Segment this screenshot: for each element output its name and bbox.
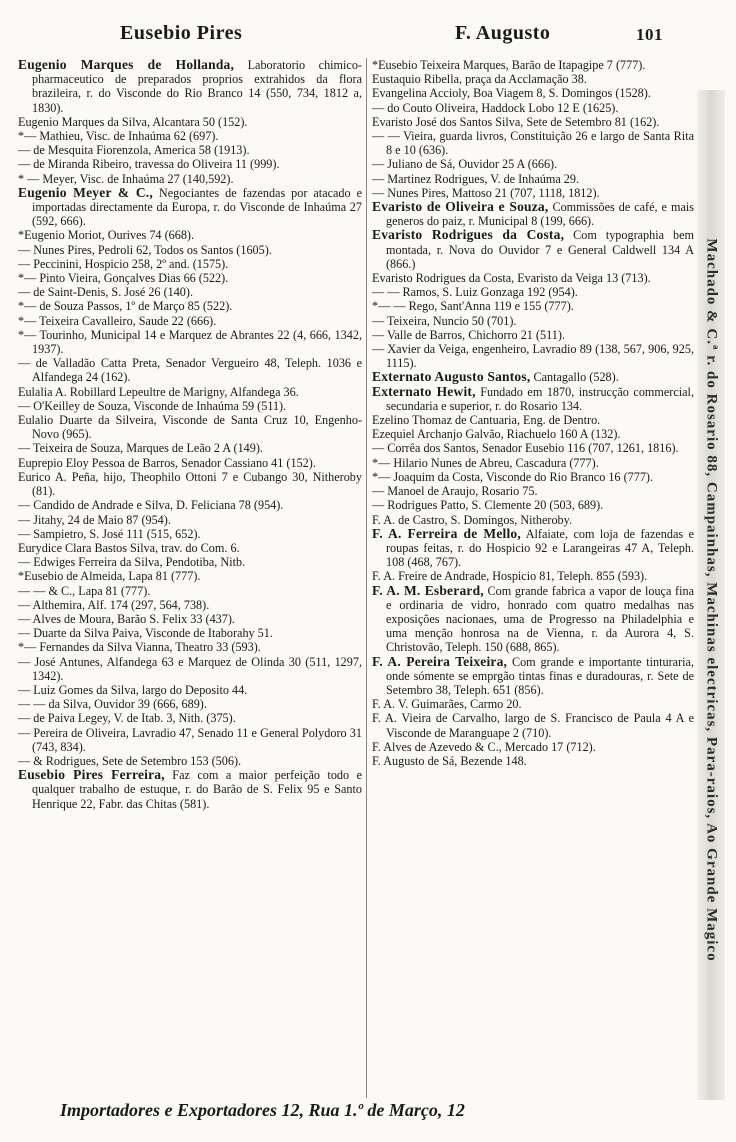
entry-body: Eurydice Clara Bastos Silva, trav. do Com. 6. [18,540,240,555]
directory-entry [372,271,694,285]
entry-body: Fundado em 1870, instrucção commercial, secundaria e superior, r. do Rosario 134. [386,384,694,413]
side-banner-text: Machado & C.ª r. do Rosario 88, Campainhas, Machinas electricas, Para-raios, Ao Grande Magico [703,238,720,962]
entry-body: — Duarte da Silva Paiva, Visconde de Itaborahy 51. [18,626,273,641]
entry-body: *— Teixeira Cavalleiro, Saude 22 (666). [18,313,217,328]
directory-entry [18,470,362,498]
entry-body: — — Vieira, guarda livros, Constituição 26 e largo de Santa Rita 8 e 10 (636). [372,129,694,158]
directory-entry [18,356,362,384]
directory-entry [18,711,362,725]
entry-body: — de Paiva Legey, V. de Itab. 3, Nith. (375). [18,711,236,726]
entry-body: *— Tourinho, Municipal 14 e Marquez de Abrantes 22 (4, 666, 1342, 1937). [18,327,362,357]
directory-entry [18,385,362,399]
entry-body: Evaristo Rodrigues da Costa, Evaristo da Veiga 13 (713). [372,271,651,286]
directory-entry [18,513,362,527]
page-number: 101 [636,25,663,44]
directory-entry [372,427,694,441]
entry-body: Eulalia A. Robillard Lepeultre de Marigny, Alfandega 36. [18,384,299,399]
entry-body: Com grande e importante tinturaria, onde sómente se emprgão tintas finas e duradouras, r. Sete de Setembro 38, Teleph. 651 (856). [386,654,694,697]
directory-entry [18,584,362,598]
directory-entry [372,186,694,200]
entry-body: F. A. Vieira de Carvalho, largo de S. Francisco de Paula 4 A e Visconde de Maranguape 2 (710). [372,711,694,740]
entry-name: Eugenio Marques de Hollanda, [18,58,235,72]
entry-body: — Xavier da Veiga, engenheiro, Lavradio 89 (138, 567, 906, 925, 1115). [372,342,694,371]
entry-body: — Alves de Moura, Barão S. Felix 33 (437). [18,611,235,626]
entry-name: F. A. M. Esberard, [372,582,484,598]
directory-entry [372,328,694,342]
entry-body: Faz com a maior perfeição todo e qualquer trabalho de estuque, r. do Barão de S. Felix 95 e Santo Henrique 22, Fabr. das Chitas (581). [32,768,362,811]
directory-entry [18,498,362,512]
entry-body: *Eugenio Moriot, Ourives 74 (668). [18,228,195,243]
directory-entry [18,555,362,569]
directory-entry [18,314,362,328]
entry-body: Commissões de café, e mais generos do paiz, r. Municipal 8 (199, 666). [386,200,694,229]
directory-entry [372,754,694,768]
entry-body: Euprepio Eloy Pessoa de Barros, Senador Cassiano 41 (152). [18,455,316,470]
directory-entry [18,441,362,455]
directory-entry [18,726,362,754]
entry-name: F. A. Ferreira de Mello, [372,525,521,541]
directory-entry [372,711,694,739]
directory-entry [372,370,694,384]
directory-entry [18,527,362,541]
entry-body: — Peccinini, Hospicio 258, 2º and. (1575). [18,256,229,271]
entry-body: — Pereira de Oliveira, Lavradio 47, Senado 11 e General Polydoro 31 (743, 834). [18,725,362,754]
left-column [18,58,362,1098]
entry-body: — Rodrigues Patto, S. Clemente 20 (503, 689). [372,498,604,513]
entry-name: Eugenio Meyer & C., [18,184,153,200]
directory-entry [372,157,694,171]
entry-body: F. A. de Castro, S. Domingos, Nitheroby. [372,512,573,527]
entry-body: Eugenio Marques da Silva, Alcantara 50 (152). [18,114,248,129]
entry-name: Evaristo de Oliveira e Souza, [372,199,549,215]
entry-name: F. A. Pereira Teixeira, [372,653,508,669]
entry-body: Alfaiate, com loja de fazendas e roupas feitas, r. do Hospicio 92 e Larangeiras 47 A, Teleph. 108 (468, 767). [386,526,694,570]
directory-entry [372,314,694,328]
entry-body: Ezequiel Archanjo Galvão, Riachuelo 160 A (132). [372,427,621,442]
entry-name: Externato Augusto Santos, [372,369,531,385]
entry-name: Externato Hewit, [372,383,476,399]
entry-body: F. A. V. Guimarães, Carmo 20. [372,697,522,712]
directory-entry [18,172,362,186]
directory-entry [372,86,694,100]
directory-entry [18,58,362,115]
directory-entry [18,683,362,697]
directory-entry [372,498,694,512]
entry-body: — Valle de Barros, Chichorro 21 (511). [372,327,565,342]
entry-body: *— — Rego, Sant'Anna 119 e 155 (777). [372,299,574,314]
entry-name: Eusebio Pires Ferreira, [18,767,165,783]
entry-body: — Corrêa dos Santos, Senador Eusebio 116 (707, 1261, 1816). [372,441,679,456]
entry-body: *— de Souza Passos, 1º de Março 85 (522). [18,299,233,314]
entry-body: — Nunes Pires, Mattoso 21 (707, 1118, 1812). [372,185,600,200]
header-left-name: Eusebio Pires [120,22,243,44]
directory-entry [372,470,694,484]
entry-body: — & Rodrigues, Sete de Setembro 153 (506). [18,753,242,768]
directory-entry [18,228,362,242]
entry-body: — Manoel de Araujo, Rosario 75. [372,484,538,499]
entry-body: — do Couto Oliveira, Haddock Lobo 12 E (1625). [372,100,619,115]
directory-entry [18,569,362,583]
entry-body: F. Augusto de Sá, Bezende 148. [372,753,527,768]
entry-body: — de Saint-Denis, S. José 26 (140). [18,285,194,300]
directory-entry [18,157,362,171]
entry-body: — Sampietro, S. José 111 (515, 652). [18,526,201,541]
directory-entry [18,640,362,654]
entry-body: — — & C., Lapa 81 (777). [18,583,151,598]
entry-body: Com grande fabrica a vapor de louça fina e ordinaria de vidro, honrado com quatro medalhas nas exposições nacionaes, uma de Progresso na Philadelphia e uma menção honrosa na de Vienna, r. da Aurora 4, S. Christovão, Teleph. 150 (688, 865). [386,583,694,655]
directory-entry [372,172,694,186]
entry-body: Eulalio Duarte da Silveira, Visconde de Santa Cruz 10, Engenho-Novo (965). [18,413,362,442]
directory-entry [372,456,694,470]
directory-entry [18,328,362,356]
entry-body: — de Miranda Ribeiro, travessa do Oliveira 11 (999). [18,157,280,172]
directory-entry [18,285,362,299]
entry-body: *Eusebio Teixeira Marques, Barão de Itapagipe 7 (777). [372,58,646,72]
entry-body: — de Mesquita Fiorenzola, America 58 (1913). [18,143,250,158]
directory-entry [372,58,694,72]
directory-entry [372,513,694,527]
entry-body: F. Alves de Azevedo & C., Mercado 17 (712). [372,739,596,754]
directory-entry [372,200,694,228]
directory-entry [18,768,362,811]
directory-entry [372,285,694,299]
entry-body: — Nunes Pires, Pedroli 62, Todos os Santos (1605). [18,242,272,257]
directory-entry [18,271,362,285]
directory-entry [18,612,362,626]
directory-entry [18,697,362,711]
footer-advert: Importadores e Exportadores 12, Rua 1.º de Março, 12 [60,1100,465,1120]
directory-entry [18,299,362,313]
directory-entry [18,129,362,143]
entry-body: — Martinez Rodrigues, V. de Inhaúma 29. [372,171,580,186]
directory-entry [18,541,362,555]
right-column [372,58,694,1098]
entry-body: — O'Keilley de Souza, Visconde de Inhaúma 59 (511). [18,398,287,413]
entry-body: — — da Silva, Ouvidor 39 (666, 689). [18,697,207,712]
entry-body: — Luiz Gomes da Silva, largo do Deposito 44. [18,682,248,697]
directory-entry [372,342,694,370]
entry-body: *— Hilario Nunes de Abreu, Cascadura (777). [372,455,599,470]
entry-body: — Althemira, Alf. 174 (297, 564, 738). [18,597,210,612]
entry-body: Evangelina Accioly, Boa Viagem 8, S. Domingos (1528). [372,86,651,101]
directory-entry [18,115,362,129]
entry-body: Laboratorio chimico-pharmaceutico de preparados proprios extrahidos da flora brazileira, r. do Visconde do Rio Branco 14 (550, 734, 1812 a, 1830). [32,58,362,115]
entry-body: Com typographia bem montada, r. Nova do Ouvidor 7 e General Caldwell 134 A (866.) [386,228,694,271]
directory-entry [18,257,362,271]
directory-entry [18,399,362,413]
entry-body: *— Fernandes da Silva Vianna, Theatro 33 (593). [18,640,261,655]
directory-entry [372,228,694,271]
directory-entry [18,186,362,229]
directory-entry [372,115,694,129]
entry-name: Evaristo Rodrigues da Costa, [372,227,565,243]
directory-entry [18,413,362,441]
directory-entry [372,101,694,115]
entry-body: — Jitahy, 24 de Maio 87 (954). [18,512,171,527]
entry-body: — Teixeira, Nuncio 50 (701). [372,313,517,328]
entry-body: — Teixeira de Souza, Marques de Leão 2 A (149). [18,441,263,456]
directory-entry [372,740,694,754]
entry-body: F. A. Freire de Andrade, Hospicio 81, Teleph. 855 (593). [372,569,648,584]
entry-body: *Eusebio de Almeida, Lapa 81 (777). [18,569,201,584]
directory-entry [372,527,694,570]
entry-body: * — Meyer, Visc. de Inhaúma 27 (140,592). [18,171,234,186]
directory-entry [372,441,694,455]
entry-body: Eustaquio Ribella, praça da Acclamação 38. [372,72,587,87]
directory-entry [18,655,362,683]
entry-body: — Edwiges Ferreira da Silva, Pendotiba, Nitb. [18,555,246,570]
directory-entry [18,456,362,470]
entry-body: Evaristo José dos Santos Silva, Sete de Setembro 81 (162). [372,114,660,129]
entry-body: *— Joaquim da Costa, Visconde do Rio Branco 16 (777). [372,469,654,484]
directory-entry [372,299,694,313]
entry-body: — Juliano de Sá, Ouvidor 25 A (666). [372,157,558,172]
directory-entry [18,626,362,640]
directory-entry [372,385,694,413]
entry-body: *— Mathieu, Visc. de Inhaúma 62 (697). [18,129,219,144]
entry-body: — José Antunes, Alfandega 63 e Marquez de Olinda 30 (511, 1297, 1342). [18,654,362,683]
entry-body: — de Valladão Catta Preta, Senador Vergueiro 48, Teleph. 1036 e Alfandega 24 (162). [18,356,362,385]
entry-body: Cantagallo (528). [530,370,619,385]
directory-entry [18,754,362,768]
directory-entry [372,569,694,583]
directory-entry [372,584,694,655]
directory-entry [372,129,694,157]
entry-body: *— Pinto Vieira, Gonçalves Dias 66 (522). [18,271,229,286]
directory-entry [372,484,694,498]
directory-entry [372,72,694,86]
directory-entry [372,697,694,711]
directory-entry [18,598,362,612]
directory-entry [18,243,362,257]
entry-body: Negociantes de fazendas por atacado e importadas directamente da Europa, r. do Visconde de Inhaúma 27 (592, 666). [32,185,362,229]
column-divider [366,58,367,1098]
directory-entry [18,143,362,157]
entry-body: — Candido de Andrade e Silva, D. Feliciana 78 (954). [18,498,284,513]
directory-entry [372,655,694,698]
entry-body: Ezelino Thomaz de Cantuaria, Eng. de Dentro. [372,413,601,428]
entry-body: Eurico A. Peña, hijo, Theophilo Ottoni 7 e Cubango 30, Nitheroby (81). [18,469,362,499]
header-right-name: F. Augusto [455,22,551,44]
entry-body: — — Ramos, S. Luiz Gonzaga 192 (954). [372,285,578,300]
directory-entry [372,413,694,427]
